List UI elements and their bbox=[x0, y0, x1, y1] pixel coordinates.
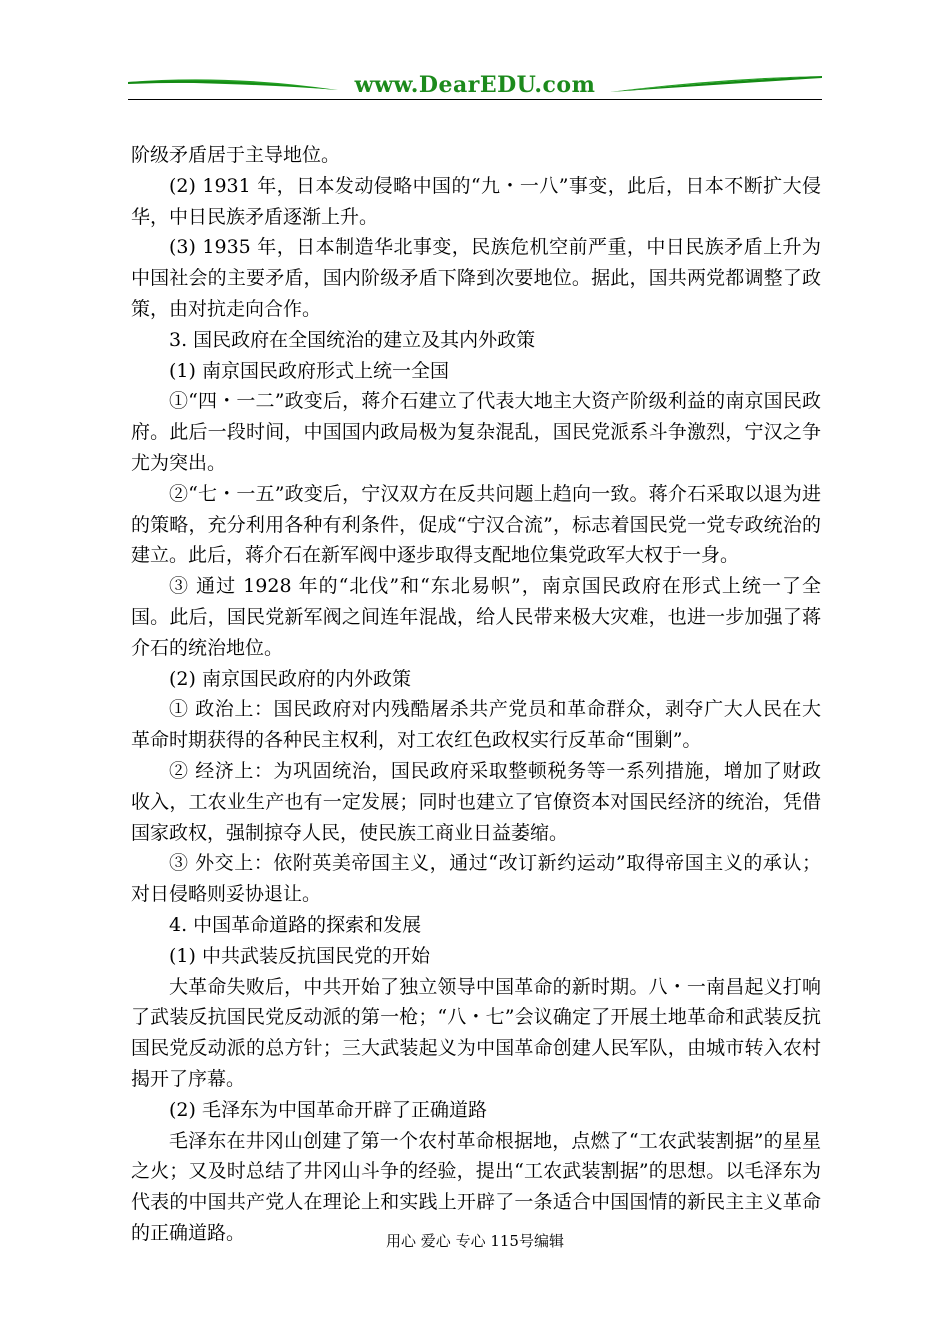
paragraph: ②“七・一五”政变后，宁汉双方在反共问题上趋向一致。蒋介石采取以退为进的策略，充分利用各种有利条件，促成“宁汉合流”，标志着国民党一党专政统治的建立。此后，蒋介石在新军阀中逐步取得支配地位集党政军大权于一身。 bbox=[131, 482, 821, 567]
paragraph: (3) 1935 年，日本制造华北事变，民族危机空前严重，中日民族矛盾上升为中国社会的主要矛盾，国内阶级矛盾下降到次要地位。据此，国共两党都调整了政策，由对抗走向合作。 bbox=[131, 236, 821, 320]
paragraph: (1) 南京国民政府形式上统一全国 bbox=[169, 359, 449, 382]
paragraph: (2) 毛泽东为中国革命开辟了正确道路 bbox=[169, 1098, 487, 1121]
paragraph: ①“四・一二”政变后，蒋介石建立了代表大地主大资产阶级利益的南京国民政府。此后一段时间，中国国内政局极为复杂混乱，国民党派系斗争激烈，宁汉之争尤为突出。 bbox=[131, 390, 821, 474]
paragraph: ③ 外交上：依附英美帝国主义，通过“改订新约运动”取得帝国主义的承认；对日侵略则妥协退让。 bbox=[131, 852, 821, 906]
paragraph: (2) 1931 年，日本发动侵略中国的“九・一八”事变，此后，日本不断扩大侵华，中日民族矛盾逐渐上升。 bbox=[131, 174, 821, 228]
page-header bbox=[128, 66, 822, 104]
paragraph: ① 政治上：国民政府对内残酷屠杀共产党员和革命群众，剥夺广大人民在大革命时期获得的各种民主权利，对工农红色政权实行反革命“围剿”。 bbox=[131, 698, 821, 752]
paragraph: (1) 中共武装反抗国民党的开始 bbox=[169, 944, 430, 967]
paragraph: 阶级矛盾居于主导地位。 bbox=[131, 144, 341, 166]
paragraph: 毛泽东在井冈山创建了第一个农村革命根据地，点燃了“工农武装割据”的星星之火；又及时总结了井冈山斗争的经验，提出“工农武装割据”的思想。以毛泽东为代表的中国共产党人在理论上和实践上开辟了一条适合中国国情的新民主主义革命的正确道路。 bbox=[131, 1129, 821, 1244]
paragraph: 3. 国民政府在全国统治的建立及其内外政策 bbox=[169, 328, 536, 351]
paragraph: (2) 南京国民政府的内外政策 bbox=[169, 667, 411, 690]
page-footer: 用心 爱心 专心 115号编辑 bbox=[386, 1232, 564, 1250]
header-rule bbox=[128, 99, 822, 100]
paragraph: 大革命失败后，中共开始了独立领导中国革命的新时期。八・一南昌起义打响了武装反抗国民党反动派的第一枪；“八・七”会议确定了开展土地革命和武装反抗国民党反动派的总方针；三大武装起义为中国革命创建人民军队，由城市转入农村揭开了序幕。 bbox=[131, 975, 821, 1090]
paragraph: ③ 通过 1928 年的“北伐”和“东北易帜”，南京国民政府在形式上统一了全国。此后，国民党新军阀之间连年混战，给人民带来极大灾难，也进一步加强了蒋介石的统治地位。 bbox=[131, 575, 821, 659]
paragraph: ② 经济上：为巩固统治，国民政府采取整顿税务等一系列措施，增加了财政收入，工农业生产也有一定发展；同时也建立了官僚资本对国民经济的统治，凭借国家政权，强制掠夺人民，使民族工商业日益萎缩。 bbox=[131, 759, 821, 844]
paragraph: 4. 中国革命道路的探索和发展 bbox=[169, 913, 422, 936]
document-body bbox=[131, 140, 821, 1249]
site-logo: www.DearEDU.com bbox=[354, 72, 596, 98]
